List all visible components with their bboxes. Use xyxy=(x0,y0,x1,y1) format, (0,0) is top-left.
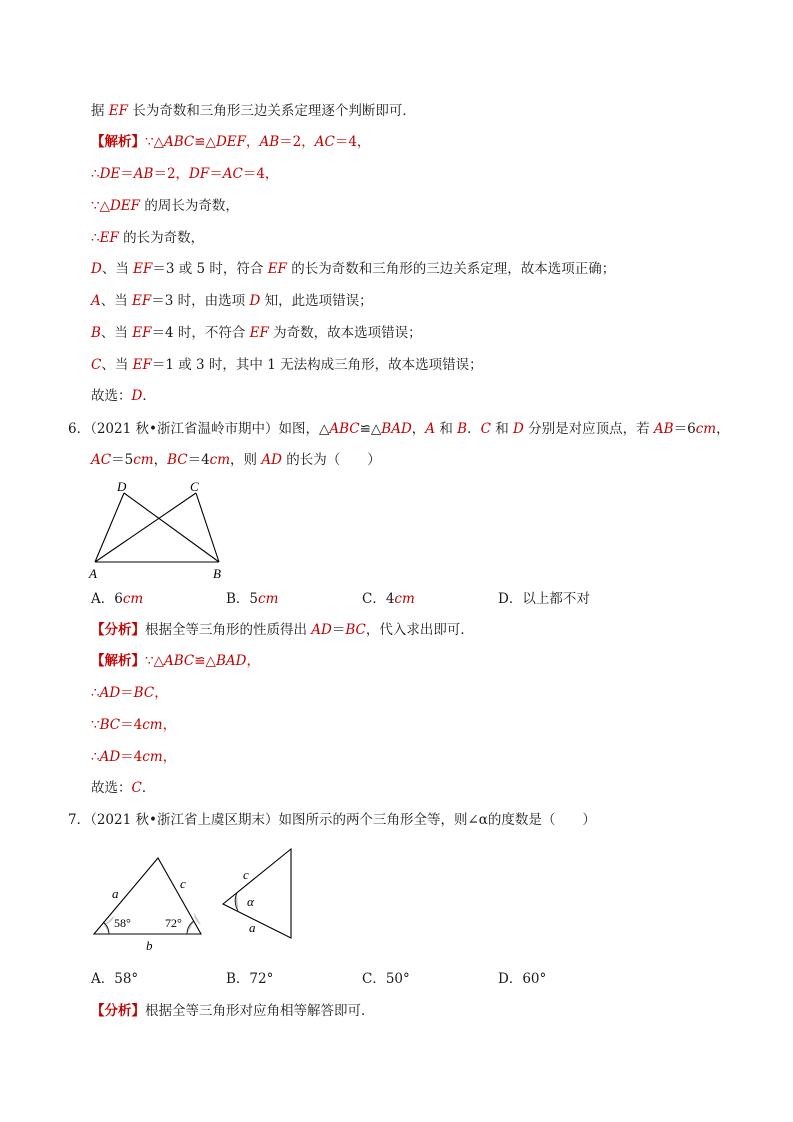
solution-line-7: B、当 EF＝4 时，不符合 EF 为奇数，故本选项错误； xyxy=(91,325,422,341)
q7-analysis: 【分析】根据全等三角形对应角相等解答即可． xyxy=(91,1003,375,1019)
angle-72: 72° xyxy=(165,916,182,930)
label-b-left: b xyxy=(146,938,153,953)
solution-line-6: A、当 EF＝3 时，由选项 D 知，此选项错误； xyxy=(91,293,373,309)
label-a-left: a xyxy=(112,886,119,901)
q6-answer: 故选：C． xyxy=(91,780,156,796)
label-alpha: α xyxy=(247,894,254,909)
q6-solution-line-1: 【解析】∵△ABC≌△BAD， xyxy=(91,653,260,669)
label-C: C xyxy=(190,479,199,494)
solution-line-4: ∴EF 的长为奇数， xyxy=(91,230,205,246)
solution-line-5: D、当 EF＝3 或 5 时，符合 EF 的长为奇数和三角形的三边关系定理，故本选项正确； xyxy=(91,261,616,277)
q6-analysis: 【分析】根据全等三角形的性质得出 AD＝BC，代入求出即可． xyxy=(91,622,474,638)
solution-line-8: C、当 EF＝1 或 3 时，其中 1 无法构成三角形，故本选项错误； xyxy=(91,357,483,373)
q6-option-a: A．6cm xyxy=(91,591,144,607)
hint-line: 据 EF 长为奇数和三角形三边关系定理逐个判断即可． xyxy=(91,103,416,119)
solution-line-2: ∴DE＝AB＝2，DF＝AC＝4， xyxy=(91,166,279,182)
q6-solution-line-2: ∴AD＝BC， xyxy=(91,685,168,701)
question-7-figure xyxy=(88,846,308,956)
label-B: B xyxy=(213,566,221,581)
q6-solution-line-3: ∵BC＝4cm， xyxy=(91,717,177,733)
label-A: A xyxy=(89,566,97,581)
q7-option-a: A．58° xyxy=(91,971,139,987)
question-6-figure xyxy=(85,478,235,583)
q6-option-b: B．5cm xyxy=(226,591,279,607)
q7-option-c: C．50° xyxy=(362,971,410,987)
label-c-left: c xyxy=(180,876,186,891)
q6-option-c: C．4cm xyxy=(362,591,415,607)
question-6-line-1: 6．（2021 秋•浙江省温岭市期中）如图，△ABC≌△BAD，A 和 B．C 和 D 分别是对应顶点，若 AB＝6cm， xyxy=(68,421,730,437)
solution-line-1: 【解析】∵△ABC≌△DEF，AB＝2，AC＝4， xyxy=(91,134,371,150)
q7-option-d: D．60° xyxy=(498,971,547,987)
q7-option-b: B．72° xyxy=(226,971,274,987)
question-7-line-1: 7．（2021 秋•浙江省上虞区期末）如图所示的两个三角形全等，则∠α的度数是（ ） xyxy=(68,812,596,828)
solution-line-3: ∵△DEF 的周长为奇数， xyxy=(91,198,239,214)
angle-58: 58° xyxy=(114,916,131,930)
label-c-right: c xyxy=(243,867,249,882)
question-6-line-2: AC＝5cm，BC＝4cm，则 AD 的长为（ ） xyxy=(91,452,381,468)
answer-line: 故选：D． xyxy=(91,388,156,404)
label-a-right: a xyxy=(249,920,256,935)
q6-solution-line-4: ∴AD＝4cm， xyxy=(91,749,177,765)
label-D: D xyxy=(117,479,127,494)
q6-option-d: D．以上都不对 xyxy=(498,591,590,607)
